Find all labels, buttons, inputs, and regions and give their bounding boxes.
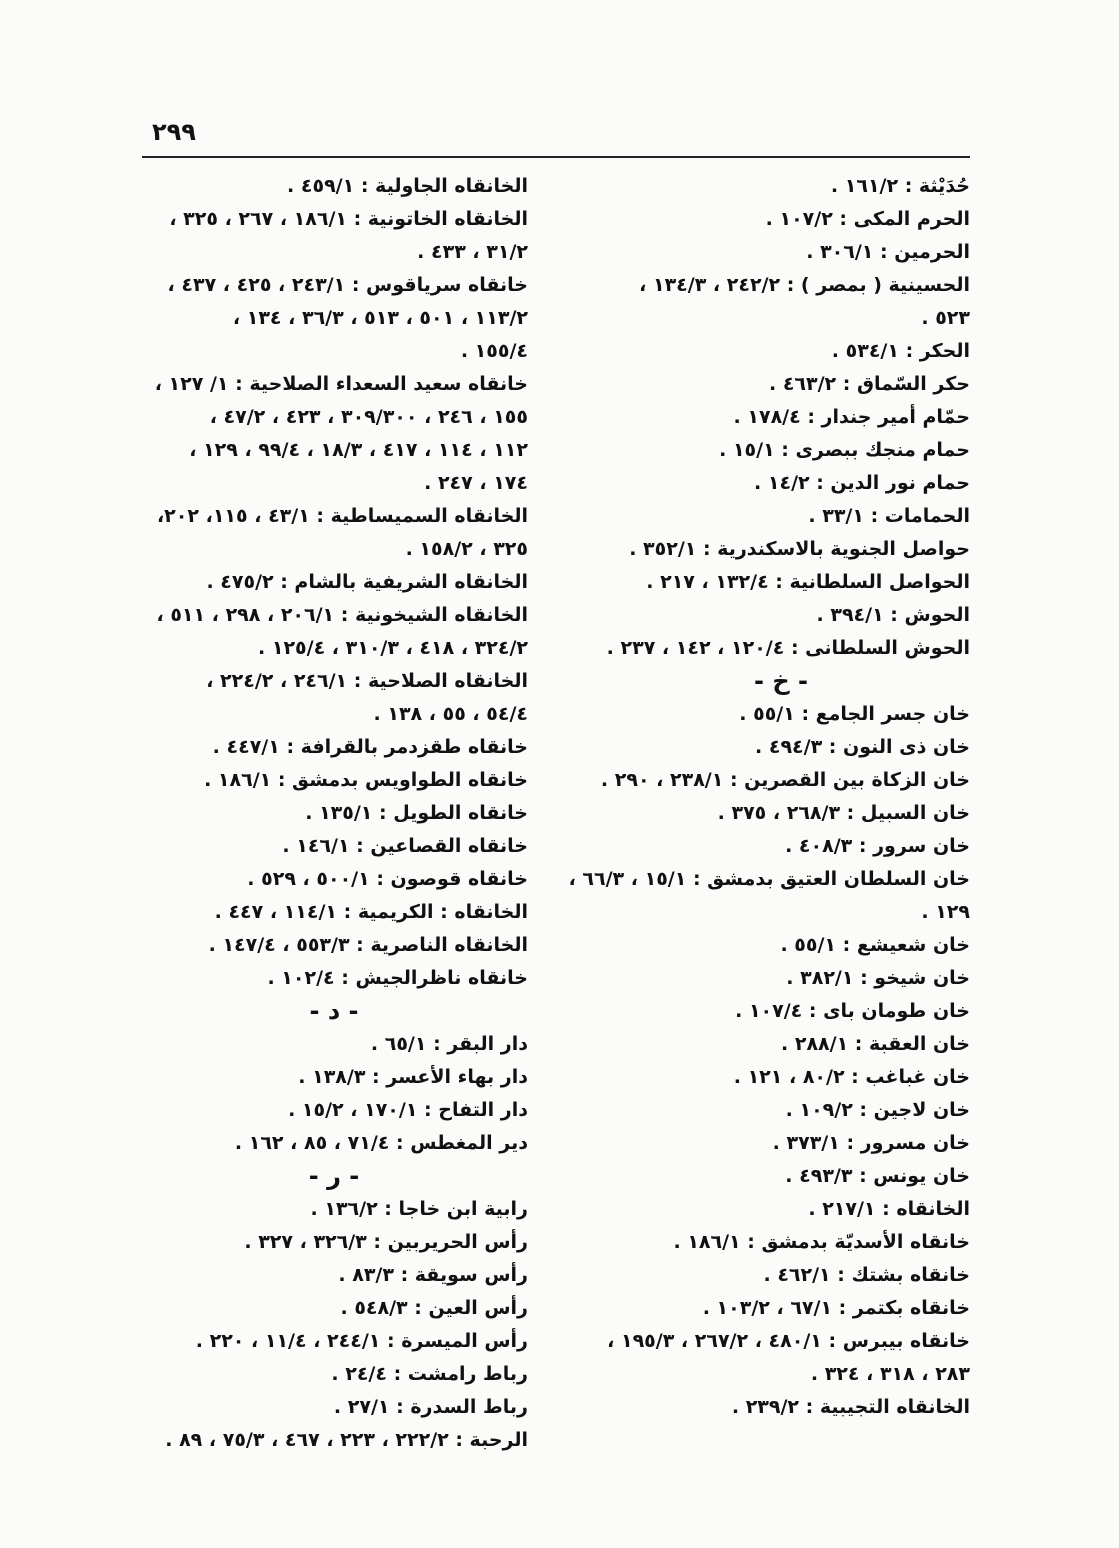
index-entry-line: رأس العين : ٥٤٨/٣ . (340, 1297, 528, 1319)
index-entry-line: الحمامات : ٣٣/١ . (808, 505, 970, 527)
index-entry-line: خان ذى النون : ٤٩٤/٣ . (755, 736, 970, 758)
index-entry-line: حواصل الجنوية بالاسكندرية : ٣٥٢/١ . (629, 538, 970, 560)
index-entry-line: خان جسر الجامع : ٥٥/١ . (739, 703, 970, 725)
index-entry-line: ١٥٥ ، ٢٤٦ ، ٣٠٩/٣٠٠ ، ٤٢٣ ، ٤٧/٢ ، (209, 406, 528, 428)
index-entry-line: ٥٢٣ . (921, 307, 970, 329)
index-entry-line: حمام نور الدين : ١٤/٢ . (754, 472, 970, 494)
index-entry-line: ١١٢ ، ١١٤ ، ٤١٧ ، ١٨/٣ ، ٩٩/٤ ، ١٢٩ ، (189, 439, 528, 461)
index-entry-line: رأس الحريربين : ٣٢٦/٣ ، ٣٢٧ . (244, 1231, 528, 1253)
index-entry-line: خان شعيشع : ٥٥/١ . (780, 934, 970, 956)
index-entry-line: خان مسرور : ٣٧٣/١ . (772, 1132, 970, 1154)
index-entry-line: رباط رامشت : ٢٤/٤ . (331, 1363, 528, 1385)
section-letter-heading: - د - (309, 997, 359, 1025)
index-entry-line: الخانقاه : ٢١٧/١ . (808, 1198, 970, 1220)
index-entry-line: خانقاه سعيد السعداء الصلاحية : ١/ ١٢٧ ، (154, 373, 528, 395)
index-entry-line: الحرمين : ٣٠٦/١ . (806, 241, 970, 263)
index-entry-line: الخانقاه الخاتونية : ١٨٦/١ ، ٢٦٧ ، ٣٢٥ ، (169, 208, 528, 230)
index-entry-line: دار التفاح : ١٧٠/١ ، ١٥/٢ . (288, 1099, 528, 1121)
index-entry-line: خانقاه بيبرس : ٤٨٠/١ ، ٢٦٧/٢ ، ١٩٥/٣ ، (607, 1330, 970, 1352)
index-column-right (568, 170, 970, 1424)
index-entry-line: الخانقاه : الكريمية : ١١٤/١ ، ٤٤٧ . (214, 901, 528, 923)
index-entry-line: ٥٤/٤ ، ٥٥ ، ١٣٨ . (373, 703, 528, 725)
index-entry-line: خانقاه القصاعين : ١٤٦/١ . (282, 835, 528, 857)
index-entry-line: خانقاه سرياقوس : ٢٤٣/١ ، ٤٢٥ ، ٤٣٧ ، (167, 274, 528, 296)
index-entry-line: الحرم المكى : ١٠٧/٢ . (765, 208, 970, 230)
index-entry-line: دير المغطس : ٧١/٤ ، ٨٥ ، ١٦٢ . (234, 1132, 528, 1154)
index-entry-line: ٣١/٢ ، ٤٣٣ . (417, 241, 528, 263)
header-rule (142, 156, 970, 158)
index-entry-line: خان طومان باى : ١٠٧/٤ . (735, 1000, 970, 1022)
index-entry-line: خان لاجين : ١٠٩/٢ . (785, 1099, 970, 1121)
index-entry-line: حكر السّماق : ٤٦٣/٢ . (768, 373, 970, 395)
index-entry-line: دار البقر : ٦٥/١ . (370, 1033, 528, 1055)
index-entry-line: خانقاه بشتك : ٤٦٢/١ . (763, 1264, 970, 1286)
index-entry-line: خانقاه بكتمر : ٦٧/١ ، ١٠٣/٢ . (702, 1297, 970, 1319)
index-entry-line: خان شيخو : ٣٨٢/١ . (786, 967, 970, 989)
index-entry-line: خانقاه قوصون : ٥٠٠/١ ، ٥٢٩ . (247, 868, 528, 890)
index-entry-line: الخانقاه السميساطية : ٤٣/١ ، ١١٥، ٢٠٢، (156, 505, 528, 527)
index-entry-line: ١٥٥/٤ . (460, 340, 528, 362)
index-entry-line: دار بهاء الأعسر : ١٣٨/٣ . (298, 1066, 528, 1088)
index-entry-line: خان غباغب : ٨٠/٢ ، ١٢١ . (733, 1066, 970, 1088)
index-entry-line: الحوش السلطانى : ١٢٠/٤ ، ١٤٢ ، ٢٣٧ . (606, 637, 970, 659)
index-entry-line: الخانقاه التجيبية : ٢٣٩/٢ . (731, 1396, 970, 1418)
index-entry-line: خان العقبة : ٢٨٨/١ . (781, 1033, 970, 1055)
index-entry-line: خان السلطان العتيق بدمشق : ١٥/١ ، ٦٦/٣ ، (568, 868, 970, 890)
index-entry-line: ٢٨٣ ، ٣١٨ ، ٣٢٤ . (810, 1363, 970, 1385)
index-entry-line: خان السبيل : ٢٦٨/٣ ، ٣٧٥ . (717, 802, 970, 824)
index-entry-line: الحكر : ٥٣٤/١ . (831, 340, 970, 362)
index-entry-line: خان الزكاة بين القصرين : ٢٣٨/١ ، ٢٩٠ . (600, 769, 970, 791)
index-entry-line: ٣٢٥ ، ١٥٨/٢ . (405, 538, 528, 560)
index-entry-line: الرحبة : ٢٢٢/٢ ، ٢٢٣ ، ٤٦٧ ، ٧٥/٣ ، ٨٩ . (165, 1429, 528, 1451)
index-entry-line: رباط السدرة : ٢٧/١ . (333, 1396, 528, 1418)
index-entry-line: الخانقاه الصلاحية : ٢٤٦/١ ، ٢٢٤/٢ ، (206, 670, 528, 692)
index-column-left (140, 170, 528, 1457)
index-entry-line: ١٢٩ . (921, 901, 970, 923)
section-letter-heading: - خ - (754, 667, 808, 695)
index-entry-line: الحوش : ٣٩٤/١ . (816, 604, 970, 626)
index-entry-line: الخانقاه الشريفية بالشام : ٤٧٥/٢ . (206, 571, 528, 593)
index-entry-line: خانقاه طقزدمر بالقرافة : ٤٤٧/١ . (212, 736, 528, 758)
index-entry-line: الحواصل السلطانية : ١٣٢/٤ ، ٢١٧ . (646, 571, 970, 593)
index-entry-line: الخانقاه الشيخونية : ٢٠٦/١ ، ٢٩٨ ، ٥١١ ، (156, 604, 528, 626)
index-entry-line: الخانقاه الجاولية : ٤٥٩/١ . (287, 175, 528, 197)
index-entry-line: رأس سويقة : ٨٣/٣ . (338, 1264, 528, 1286)
index-entry-line: الحسينية ( بمصر ) : ٢٤٢/٢ ، ١٣٤/٣ ، (639, 274, 970, 296)
index-entry-line: ١١٣/٢ ، ٥٠١ ، ٥١٣ ، ٣٦/٣ ، ١٣٤ ، (232, 307, 528, 329)
index-entry-line: رأس الميسرة : ٢٤٤/١ ، ١١/٤ ، ٢٢٠ . (195, 1330, 528, 1352)
index-entry-line: ٣٢٤/٢ ، ٤١٨ ، ٣١٠/٣ ، ١٢٥/٤ . (258, 637, 528, 659)
page-number: ٢٩٩ (152, 118, 196, 146)
index-entry-line: خانقاه ناظرالجيش : ١٠٢/٤ . (267, 967, 528, 989)
index-entry-line: خان سرور : ٤٠٨/٣ . (785, 835, 970, 857)
index-entry-line: خان يونس : ٤٩٣/٣ . (785, 1165, 970, 1187)
index-entry-line: حمّام أمير جندار : ١٧٨/٤ . (733, 406, 970, 428)
index-entry-line: حمام منجك ببصرى : ١٥/١ . (719, 439, 970, 461)
index-entry-line: حُدَيْثة : ١٦١/٢ . (830, 175, 970, 197)
index-entry-line: الخانقاه الناصرية : ٥٥٣/٣ ، ١٤٧/٤ . (208, 934, 528, 956)
index-entry-line: خانقاه الطويل : ١٣٥/١ . (305, 802, 528, 824)
index-entry-line: خانقاه الأسديّة بدمشق : ١٨٦/١ . (673, 1231, 970, 1253)
index-entry-line: خانقاه الطواويس بدمشق : ١٨٦/١ . (204, 769, 528, 791)
index-entry-line: ١٧٤ ، ٢٤٧ . (424, 472, 528, 494)
index-entry-line: رابية ابن خاجا : ١٣٦/٢ . (310, 1198, 528, 1220)
section-letter-heading: - ر - (308, 1162, 360, 1190)
